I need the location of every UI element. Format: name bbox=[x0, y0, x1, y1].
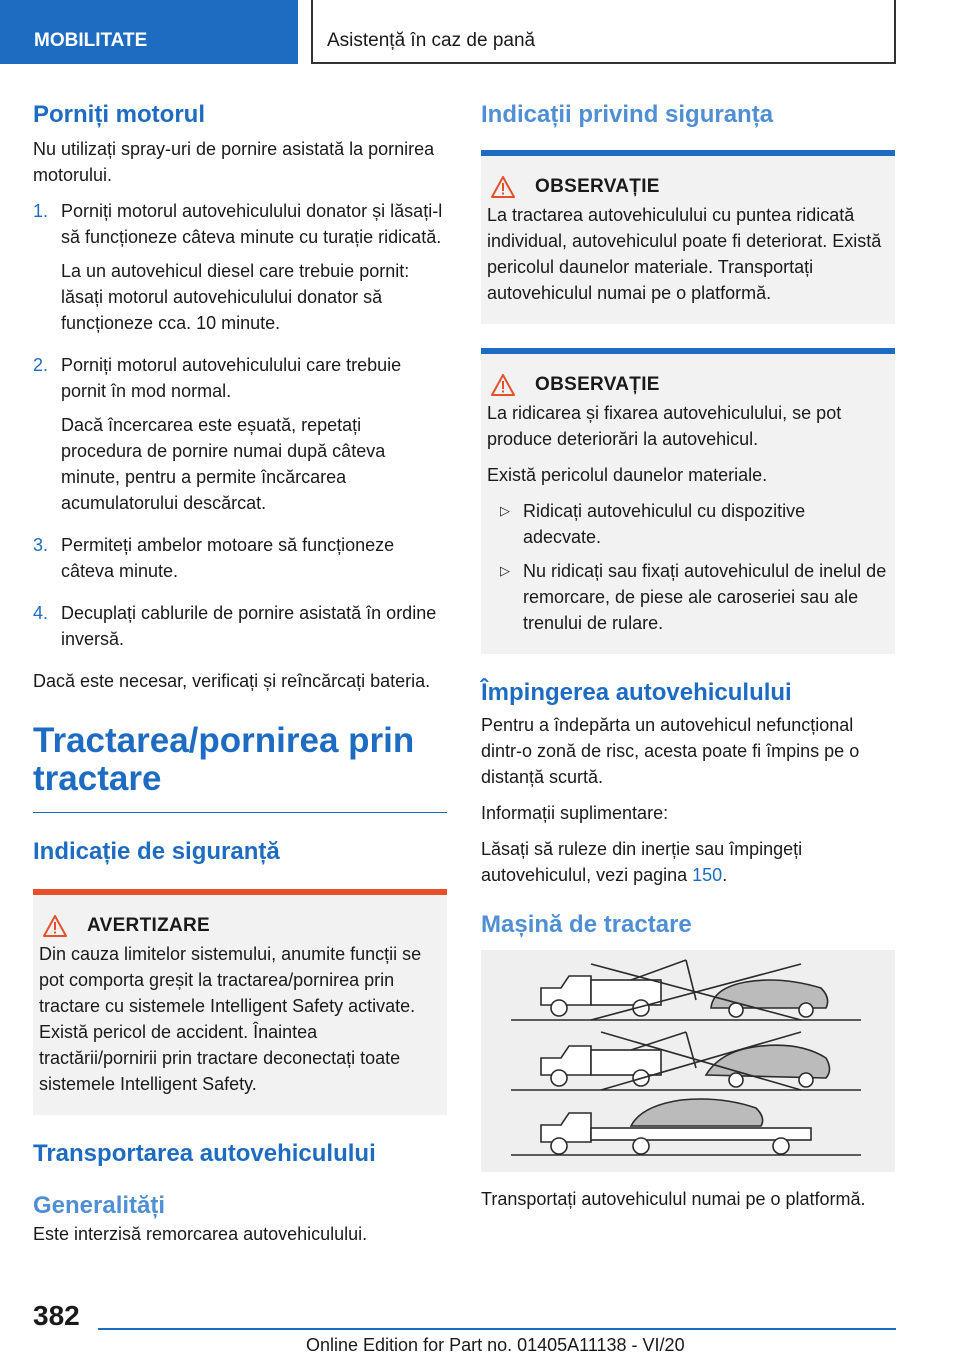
general-text: Este interzisă remorcarea autovehiculului. bbox=[33, 1224, 368, 1244]
page-header bbox=[0, 0, 960, 66]
step-number: 2. bbox=[33, 355, 49, 375]
right-safety-heading: Indicații privind siguranța bbox=[481, 101, 774, 128]
warning-triangle-icon bbox=[43, 915, 67, 937]
triangle-bullet-icon: ▷ bbox=[500, 503, 510, 518]
steps-list bbox=[33, 198, 447, 660]
step-item bbox=[33, 352, 447, 524]
list-item: ▷ Nu ridicați sau fixați autovehiculul de inelul de remorcare, de piese ale caroseriei sau ale trenului de rulare. bbox=[487, 558, 887, 636]
step-number: 3. bbox=[33, 535, 49, 555]
right-column bbox=[481, 100, 895, 1222]
chapter-title: Asistență în caz de pană bbox=[311, 0, 896, 64]
push-text: Pentru a îndepărta un autovehicul nefuncțional dintr-o zonă de risc, acesta poate fi împins pe o distanță scurtă. bbox=[481, 715, 860, 787]
section-tab[interactable]: MOBILITATE bbox=[0, 0, 298, 64]
warning-text: Din cauza limitelor sistemului, anumite funcții se pot comporta greșit la tractarea/pornirea prin tractare cu sistemele Intelligent Safety activate. Există pericol de accident. Înaintea tractării/pornirii prin tractare deconectați toate sistemele Intelligent Safety. bbox=[39, 944, 422, 1094]
towing-illustration bbox=[481, 950, 895, 1172]
step-item bbox=[33, 198, 447, 344]
push-heading: Împingerea autovehiculului bbox=[481, 679, 792, 706]
warning-label: AVERTIZARE bbox=[87, 915, 210, 936]
step-number: 1. bbox=[33, 201, 49, 221]
notice-box-1 bbox=[481, 150, 895, 324]
warning-triangle-icon bbox=[491, 176, 515, 198]
tow-truck-heading: Mașină de tractare bbox=[481, 911, 692, 938]
start-intro: Nu utilizați spray-uri de pornire asistată la pornirea motorului. bbox=[33, 139, 435, 185]
illustration-caption: Transportați autovehiculul numai pe o platformă. bbox=[481, 1189, 866, 1209]
step-text: Permiteți ambelor motoare să funcționeze câteva minute. bbox=[61, 535, 395, 581]
step-text: Porniți motorul autovehiculului care trebuie pornit în mod normal. bbox=[61, 355, 402, 401]
step-item bbox=[33, 532, 447, 592]
page-number: 382 bbox=[33, 1300, 80, 1331]
start-engine-heading: Porniți motorul bbox=[33, 101, 205, 128]
info-label: Informații suplimentare: bbox=[481, 803, 669, 823]
section-divider bbox=[33, 812, 447, 813]
list-item: ▷ Ridicați autovehiculul cu dispozitive adecvate. bbox=[487, 498, 887, 550]
left-column bbox=[33, 100, 447, 1257]
transport-heading: Transportarea autovehiculului bbox=[33, 1140, 376, 1167]
step-text: Decuplați cablurile de pornire asistată în ordine inversă. bbox=[61, 603, 437, 649]
step-number: 4. bbox=[33, 603, 49, 623]
after-steps-text: Dacă este necesar, verificați și reîncărcați bateria. bbox=[33, 671, 431, 691]
notice-text: La tractarea autovehiculului cu puntea ridicată individual, autovehiculul poate fi deteriorat. Există pericolul daunelor materiale. Transportați autovehiculul numai pe o platformă. bbox=[487, 205, 882, 303]
notice-label: OBSERVAȚIE bbox=[535, 176, 660, 197]
step-text: Porniți motorul autovehiculului donator și lăsați-l să funcționeze câteva minute cu turație ridicată. bbox=[61, 201, 443, 247]
general-heading: Generalități bbox=[33, 1192, 166, 1219]
safety-heading: Indicație de siguranță bbox=[33, 838, 280, 865]
notice-text: Există pericolul daunelor materiale. bbox=[487, 465, 768, 485]
step-item bbox=[33, 600, 447, 660]
triangle-bullet-icon: ▷ bbox=[500, 563, 510, 578]
step-text: La un autovehicul diesel care trebuie pornit: lăsați motorul autovehiculului donator să funcționeze cca. 10 minute. bbox=[61, 261, 410, 333]
step-text: Dacă încercarea este eșuată, repetați procedura de pornire numai după câteva minute, pentru a permite încărcarea acumulatorului descărcat. bbox=[61, 415, 386, 513]
notice-text: La ridicarea și fixarea autovehiculului, se pot produce deteriorări la autovehicul. bbox=[487, 403, 842, 449]
warning-box bbox=[33, 889, 447, 1115]
coast-text: Lăsați să ruleze din inerție sau împingeți autovehiculul, vezi pagina 150. bbox=[481, 839, 803, 885]
notice-label: OBSERVAȚIE bbox=[535, 374, 660, 395]
tow-heading: Tractarea/pornirea prin tractare bbox=[33, 721, 415, 798]
notice-box-2 bbox=[481, 348, 895, 654]
tow-truck-illustration bbox=[481, 950, 895, 1172]
page-link[interactable]: 150 bbox=[692, 865, 723, 885]
edition-text: Online Edition for Part no. 01405A11138 - VI/20 bbox=[306, 1335, 685, 1355]
warning-triangle-icon bbox=[491, 374, 515, 396]
footer-divider bbox=[98, 1328, 896, 1330]
